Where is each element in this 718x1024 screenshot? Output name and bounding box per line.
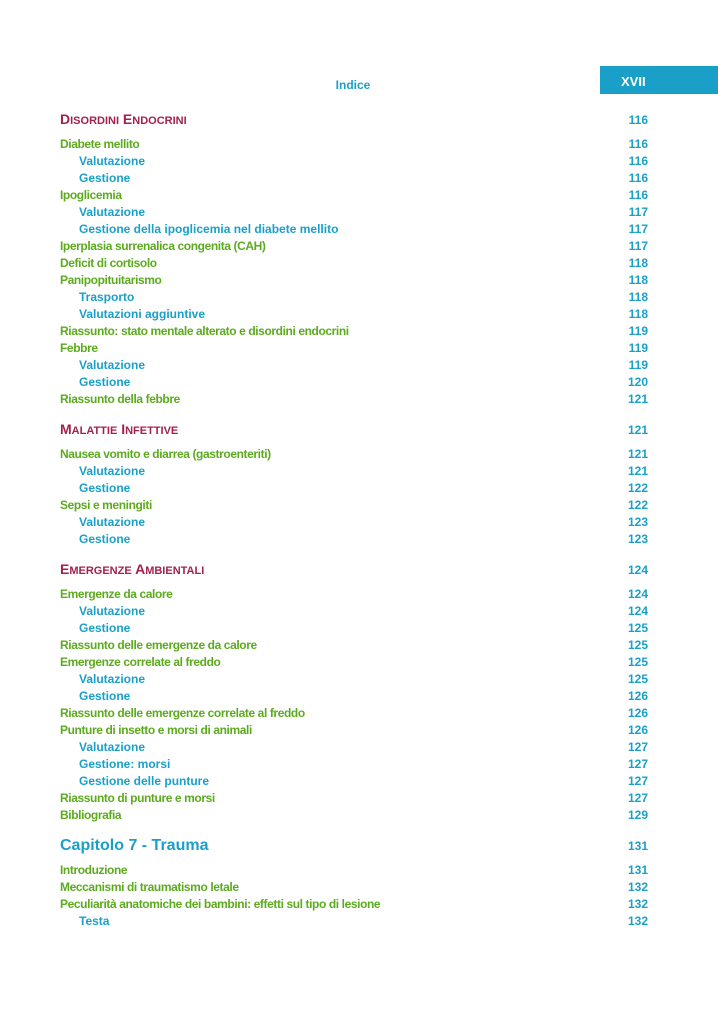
toc-entry	[60, 897, 648, 914]
toc-entry	[60, 188, 648, 205]
toc-entry	[60, 638, 648, 655]
toc-page-number: 131	[627, 839, 648, 853]
toc-entry	[60, 392, 648, 409]
toc-label: Punture di insetto e morsi di animali	[60, 723, 252, 737]
toc-page-number: 121	[627, 464, 648, 478]
toc-page-number: 116	[628, 188, 648, 202]
toc-entry	[60, 880, 648, 897]
toc-label: Deficit di cortisolo	[60, 256, 157, 270]
toc-label: Valutazione	[79, 154, 146, 168]
toc-entry	[60, 137, 648, 154]
toc-page-number: 132	[627, 897, 648, 911]
toc-page-number: 127	[627, 774, 648, 788]
toc-label: Valutazione	[79, 740, 146, 754]
toc-label: Gestione	[79, 375, 131, 389]
toc-entry	[60, 863, 648, 880]
toc-page-number: 121	[627, 447, 648, 461]
toc-label: Trasporto	[79, 290, 135, 304]
toc-entry	[60, 447, 648, 464]
toc-label: Ipoglicemia	[60, 188, 122, 202]
toc-page-number: 124	[627, 587, 648, 601]
toc-subentry	[60, 689, 648, 706]
toc-page-number: 118	[628, 273, 648, 287]
toc-page-number: 118	[628, 256, 648, 270]
toc-label: Emergenze da calore	[60, 587, 173, 601]
toc-page-number: 122	[627, 481, 648, 495]
toc-label: Valutazione	[79, 672, 146, 686]
toc-page-number: 132	[627, 914, 648, 928]
toc-page-number: 123	[627, 532, 648, 546]
toc-label: Gestione	[79, 689, 131, 703]
toc-subentry	[60, 154, 648, 171]
toc-subentry	[60, 757, 648, 774]
toc-page-number: 125	[627, 672, 648, 686]
page-number-tab	[600, 66, 718, 94]
toc-page-number: 116	[628, 154, 648, 168]
toc-page-number: 121	[627, 392, 648, 406]
toc-page-number: 122	[627, 498, 648, 512]
toc-page-number: 125	[627, 638, 648, 652]
toc-label: Riassunto di punture e morsi	[60, 791, 215, 805]
toc-entry	[60, 655, 648, 672]
toc-subentry	[60, 740, 648, 757]
toc-entry	[60, 791, 648, 808]
toc-subentry	[60, 464, 648, 481]
header-title: Indice	[335, 78, 371, 92]
toc-subentry	[60, 222, 648, 239]
toc-page-number: 131	[627, 863, 648, 877]
toc-page-number: 123	[627, 515, 648, 529]
toc-section-heading	[60, 561, 648, 578]
toc-label: Introduzione	[60, 863, 128, 877]
toc-chapter-heading	[60, 837, 648, 854]
toc-page-number: 121	[627, 423, 648, 437]
toc-subentry	[60, 672, 648, 689]
toc-page-number: 118	[628, 290, 648, 304]
toc-label: Sepsi e meningiti	[60, 498, 152, 512]
toc-section-heading	[60, 111, 648, 128]
toc-label: Peculiarità anatomiche dei bambini: effetti sul tipo di lesione	[60, 897, 381, 911]
toc-entry	[60, 808, 648, 825]
toc-entry	[60, 324, 648, 341]
toc-page-number: 118	[628, 307, 648, 321]
toc-subentry	[60, 205, 648, 222]
toc-label: Gestione	[79, 621, 131, 635]
toc-page-number: 125	[627, 621, 648, 635]
toc-page-number: 127	[627, 757, 648, 771]
toc-subentry	[60, 171, 648, 188]
toc-label: Valutazione	[79, 464, 146, 478]
toc-page-number: 126	[627, 689, 648, 703]
toc-page-number: 117	[628, 205, 648, 219]
toc-section-heading	[60, 421, 648, 438]
toc-subentry	[60, 358, 648, 375]
toc-label: Testa	[79, 914, 110, 928]
toc-label: Gestione della ipoglicemia nel diabete mellito	[79, 222, 339, 236]
toc-label: Riassunto delle emergenze correlate al freddo	[60, 706, 305, 720]
toc-entry	[60, 239, 648, 256]
toc-label: Capitolo 7 - Trauma	[60, 837, 209, 854]
toc-subentry	[60, 290, 648, 307]
toc-subentry	[60, 532, 648, 549]
toc-page-number: 124	[627, 563, 648, 577]
toc-label: Riassunto della febbre	[60, 392, 180, 406]
toc-page-number: 127	[627, 740, 648, 754]
toc-page-number: 125	[627, 655, 648, 669]
toc-label: Valutazione	[79, 358, 146, 372]
toc-entry	[60, 498, 648, 515]
toc-subentry	[60, 515, 648, 532]
toc-page-number: 127	[627, 791, 648, 805]
toc-label: Riassunto delle emergenze da calore	[60, 638, 257, 652]
toc-label: Gestione	[79, 171, 131, 185]
toc-label: Gestione	[79, 532, 131, 546]
toc-label: Nausea vomito e diarrea (gastroenteriti)	[60, 447, 271, 461]
toc-page-number: 117	[628, 239, 648, 253]
toc-subentry	[60, 307, 648, 324]
toc-page-number: 117	[628, 222, 648, 236]
toc-page-number: 132	[627, 880, 648, 894]
toc-entry	[60, 587, 648, 604]
toc-entry	[60, 706, 648, 723]
toc-entry	[60, 723, 648, 740]
toc-entry	[60, 256, 648, 273]
toc-page-number: 124	[627, 604, 648, 618]
toc-label: Panipopituitarismo	[60, 273, 162, 287]
toc-page-number: 129	[627, 808, 648, 822]
toc-page-number: 120	[627, 375, 648, 389]
toc-page-number: 126	[627, 723, 648, 737]
toc-label: Gestione	[79, 481, 131, 495]
toc-label: Gestione: morsi	[79, 757, 171, 771]
toc-page-number: 119	[628, 358, 648, 372]
toc-subentry	[60, 621, 648, 638]
toc-label: Riassunto: stato mentale alterato e disordini endocrini	[60, 324, 349, 338]
toc-page-number: 119	[628, 324, 648, 338]
toc-label: Emergenze correlate al freddo	[60, 655, 221, 669]
toc-label: MALATTIE INFETTIVE	[60, 421, 179, 437]
toc-label: Valutazioni aggiuntive	[79, 307, 206, 321]
toc-subentry	[60, 375, 648, 392]
toc-label: Diabete mellito	[60, 137, 140, 151]
toc-label: Meccanismi di traumatismo letale	[60, 880, 239, 894]
toc-page-number: 119	[628, 341, 648, 355]
toc-subentry	[60, 604, 648, 621]
toc-label: Valutazione	[79, 205, 146, 219]
toc-label: Gestione delle punture	[79, 774, 210, 788]
toc-label: EMERGENZE AMBIENTALI	[60, 561, 205, 577]
toc-entry	[60, 341, 648, 358]
toc-page-number: 116	[628, 113, 648, 127]
toc-label: Bibliografia	[60, 808, 122, 822]
toc-label: Iperplasia surrenalica congenita (CAH)	[60, 239, 266, 253]
toc-page-number: 116	[628, 137, 648, 151]
toc-label: Febbre	[60, 341, 98, 355]
toc-label: Valutazione	[79, 515, 146, 529]
toc-subentry	[60, 774, 648, 791]
toc-subentry	[60, 914, 648, 931]
toc-label: DISORDINI ENDOCRINI	[60, 111, 187, 127]
toc-page-number: 126	[627, 706, 648, 720]
toc-page-number: 116	[628, 171, 648, 185]
toc-subentry	[60, 481, 648, 498]
toc-entry	[60, 273, 648, 290]
page-number: XVII	[621, 74, 646, 89]
toc-label: Valutazione	[79, 604, 146, 618]
